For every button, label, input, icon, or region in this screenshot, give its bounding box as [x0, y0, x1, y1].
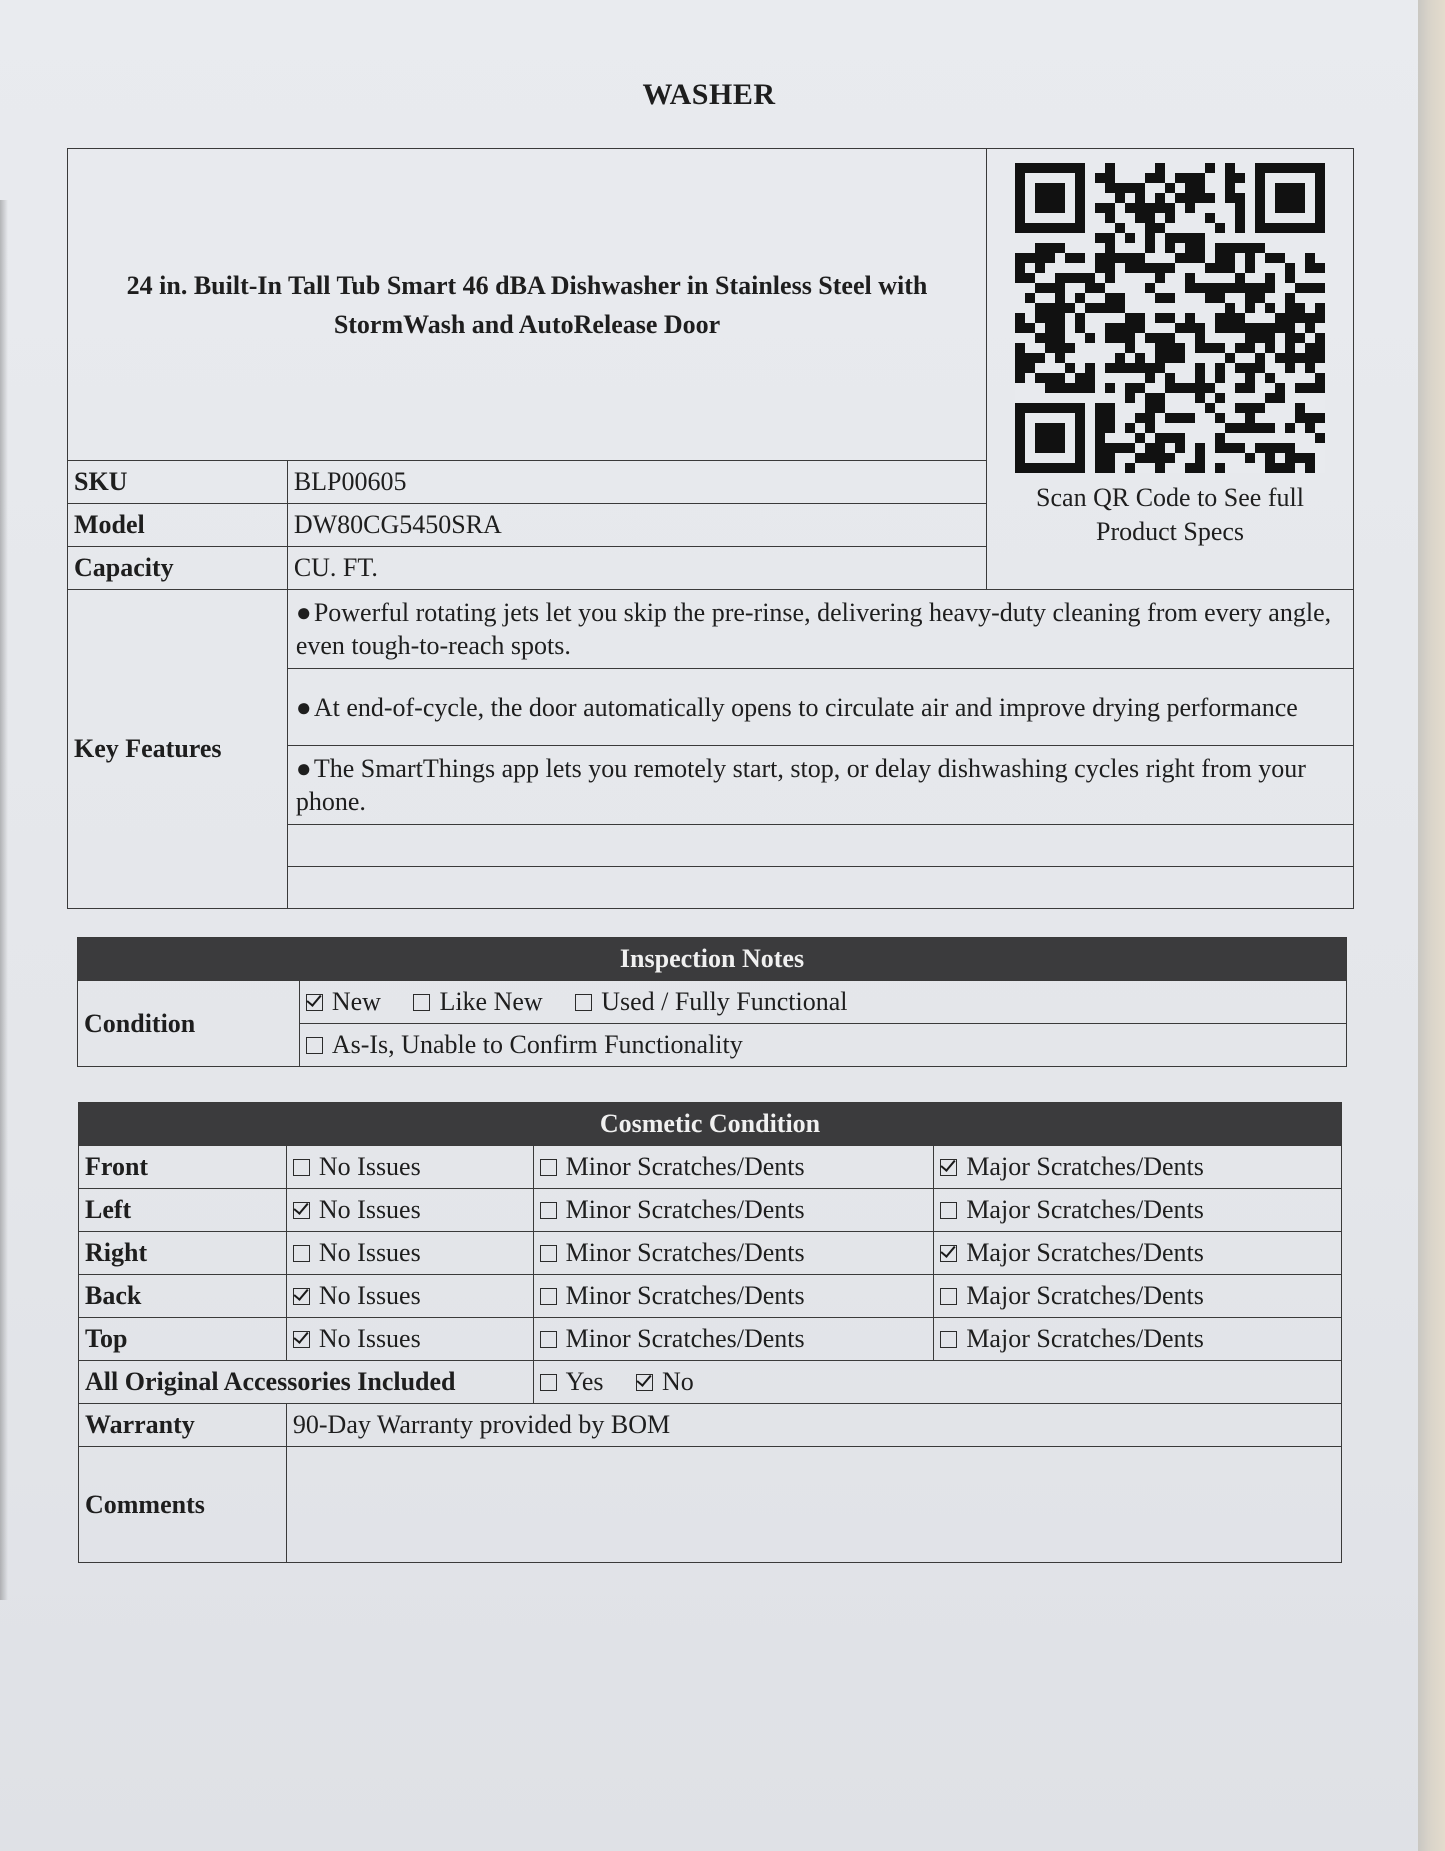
cosmetic-option-label: Major Scratches/Dents: [966, 1281, 1204, 1310]
qr-caption: Scan QR Code to See full Product Specs: [1036, 483, 1304, 546]
product-table: [67, 148, 1354, 909]
cosmetic-option-label: No Issues: [318, 1152, 421, 1181]
cosmetic-row-label: Back: [79, 1275, 287, 1318]
checkbox-icon[interactable]: [293, 1245, 310, 1262]
cosmetic-option-cell[interactable]: [533, 1232, 934, 1275]
bullet-icon: ●: [295, 692, 312, 722]
cosmetic-option-label: Major Scratches/Dents: [966, 1152, 1204, 1181]
checkbox-checked-icon[interactable]: [293, 1331, 310, 1348]
cosmetic-option-label: No Issues: [318, 1324, 421, 1353]
condition-options-row: [299, 1024, 1346, 1067]
cosmetic-option-cell[interactable]: [533, 1146, 934, 1189]
sku-label: SKU: [68, 461, 288, 504]
cosmetic-option-label: No Issues: [318, 1281, 421, 1310]
checkbox-checked-icon[interactable]: [636, 1374, 653, 1391]
inspection-header: Inspection Notes: [78, 938, 1347, 981]
inspection-table: [77, 937, 1347, 1067]
cosmetic-option-label: Major Scratches/Dents: [966, 1324, 1204, 1353]
checkbox-icon[interactable]: [575, 994, 592, 1011]
checkbox-icon[interactable]: [540, 1374, 557, 1391]
cosmetic-row: [79, 1146, 1342, 1189]
cosmetic-row: [79, 1318, 1342, 1361]
paper-edge: [1418, 0, 1445, 1851]
cosmetic-option-cell[interactable]: [286, 1232, 533, 1275]
checkbox-icon[interactable]: [540, 1202, 557, 1219]
capacity-value: CU. FT.: [287, 547, 986, 590]
cosmetic-row-label: Top: [79, 1318, 287, 1361]
paper-shadow: [0, 200, 8, 1600]
checkbox-icon[interactable]: [540, 1288, 557, 1305]
accessories-option-yes[interactable]: Yes: [540, 1367, 604, 1396]
condition-option-like-new[interactable]: Like New: [413, 987, 542, 1016]
condition-label: Condition: [78, 981, 300, 1067]
cosmetic-option-label: No Issues: [318, 1238, 421, 1267]
cosmetic-row: [79, 1275, 1342, 1318]
checkbox-checked-icon[interactable]: [940, 1159, 957, 1176]
warranty-value: 90-Day Warranty provided by BOM: [286, 1404, 1341, 1447]
cosmetic-option-cell[interactable]: [934, 1146, 1342, 1189]
cosmetic-option-label: No Issues: [318, 1195, 421, 1224]
feature-text: The SmartThings app lets you remotely start, stop, or delay dishwashing cycles right from your phone.: [295, 754, 1306, 816]
cosmetic-option-cell[interactable]: [286, 1189, 533, 1232]
cosmetic-option-label: Minor Scratches/Dents: [565, 1195, 805, 1224]
feature-empty-row: [287, 867, 1353, 909]
cosmetic-option-label: Minor Scratches/Dents: [565, 1152, 805, 1181]
capacity-label: Capacity: [68, 547, 288, 590]
cosmetic-option-label: Major Scratches/Dents: [966, 1195, 1204, 1224]
comments-label: Comments: [79, 1447, 287, 1563]
checkbox-checked-icon[interactable]: [306, 994, 323, 1011]
feature-item: [287, 669, 1353, 746]
feature-item: [287, 590, 1353, 669]
cosmetic-option-cell[interactable]: [934, 1232, 1342, 1275]
checkbox-checked-icon[interactable]: [293, 1288, 310, 1305]
cosmetic-option-cell[interactable]: [934, 1275, 1342, 1318]
feature-item: [287, 746, 1353, 825]
accessories-options: [533, 1361, 1341, 1404]
checkbox-icon[interactable]: [940, 1202, 957, 1219]
cosmetic-option-cell[interactable]: [533, 1318, 934, 1361]
sku-value: BLP00605: [287, 461, 986, 504]
cosmetic-row: [79, 1189, 1342, 1232]
cosmetic-row: [79, 1232, 1342, 1275]
document-title: WASHER: [642, 78, 776, 111]
qr-code-icon[interactable]: [997, 163, 1343, 473]
condition-options-row: [299, 981, 1346, 1024]
checkbox-icon[interactable]: [940, 1288, 957, 1305]
checkbox-icon[interactable]: [940, 1331, 957, 1348]
bullet-icon: ●: [295, 754, 312, 783]
cosmetic-option-cell[interactable]: [286, 1275, 533, 1318]
cosmetic-option-label: Minor Scratches/Dents: [565, 1281, 805, 1310]
cosmetic-table: [78, 1102, 1342, 1563]
cosmetic-option-cell[interactable]: [533, 1275, 934, 1318]
qr-cell: [987, 149, 1354, 590]
cosmetic-row-label: Right: [79, 1232, 287, 1275]
condition-option-used[interactable]: Used / Fully Functional: [575, 987, 847, 1016]
cosmetic-option-cell[interactable]: [934, 1318, 1342, 1361]
comments-field[interactable]: [286, 1447, 1341, 1563]
bullet-icon: ●: [295, 598, 312, 627]
checkbox-icon[interactable]: [293, 1159, 310, 1176]
cosmetic-option-cell[interactable]: [533, 1189, 934, 1232]
checkbox-icon[interactable]: [540, 1159, 557, 1176]
checkbox-icon[interactable]: [413, 994, 430, 1011]
model-label: Model: [68, 504, 288, 547]
model-value: DW80CG5450SRA: [287, 504, 986, 547]
accessories-option-no[interactable]: No: [636, 1367, 694, 1396]
cosmetic-option-cell[interactable]: [934, 1189, 1342, 1232]
condition-option-as-is[interactable]: As-Is, Unable to Confirm Functionality: [306, 1030, 743, 1059]
cosmetic-option-label: Minor Scratches/Dents: [565, 1324, 805, 1353]
warranty-label: Warranty: [79, 1404, 287, 1447]
feature-text: Powerful rotating jets let you skip the pre-rinse, delivering heavy-duty cleaning from every angle, even tough-to-reach spots.: [295, 598, 1332, 660]
accessories-label: All Original Accessories Included: [79, 1361, 534, 1404]
cosmetic-option-label: Major Scratches/Dents: [966, 1238, 1204, 1267]
key-features-label: Key Features: [68, 590, 288, 909]
cosmetic-row-label: Left: [79, 1189, 287, 1232]
checkbox-icon[interactable]: [306, 1037, 323, 1054]
checkbox-icon[interactable]: [540, 1245, 557, 1262]
checkbox-checked-icon[interactable]: [293, 1202, 310, 1219]
product-title: 24 in. Built-In Tall Tub Smart 46 dBA Dishwasher in Stainless Steel with StormWash and AutoRelease Door: [68, 149, 987, 461]
condition-option-new[interactable]: New: [306, 987, 381, 1016]
checkbox-checked-icon[interactable]: [940, 1245, 957, 1262]
feature-text: At end-of-cycle, the door automatically opens to circulate air and improve drying performance: [313, 692, 1298, 722]
cosmetic-option-cell[interactable]: [286, 1318, 533, 1361]
cosmetic-option-cell[interactable]: [286, 1146, 533, 1189]
cosmetic-header: Cosmetic Condition: [79, 1103, 1342, 1146]
checkbox-icon[interactable]: [540, 1331, 557, 1348]
cosmetic-option-label: Minor Scratches/Dents: [565, 1238, 805, 1267]
cosmetic-row-label: Front: [79, 1146, 287, 1189]
feature-empty-row: [287, 825, 1353, 867]
